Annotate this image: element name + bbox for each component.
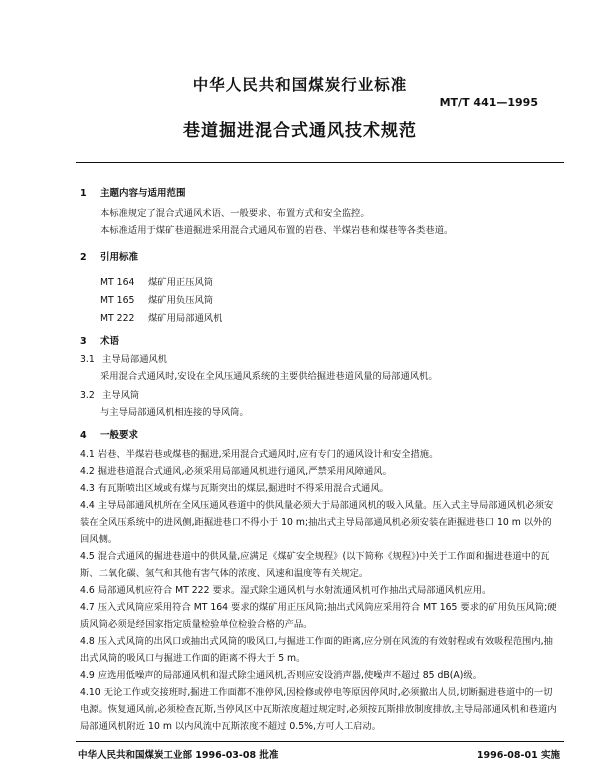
section-title: 主题内容与适用范围 — [100, 188, 186, 199]
term-number: 3.2 — [80, 390, 95, 401]
clause-number: 4.5 — [80, 551, 95, 562]
clause-number: 4.3 — [80, 483, 95, 494]
clause-text: 无论工作或交接班时,掘进工作面都不准停风,因检修或停电等原因停风时,必须撤出人员,切断掘进巷道中的一切电源。恢复通风前,必须检查瓦斯,当停风区中瓦斯浓度超过规定时,必须按瓦斯排放制度排放,主导局部通风机和巷道内局部通风机附近 10 m 以内风流中瓦斯浓度不超过 0.5%,方可人工启动。 — [80, 687, 557, 732]
approval-statement: 中华人民共和国煤炭工业部 1996-03-08 批准 — [78, 750, 279, 761]
clause-text: 岩巷、半煤岩巷或煤巷的掘进,采用混合式通风时,应有专门的通风设计和安全措施。 — [97, 449, 439, 460]
clause-text: 压入式风筒的出风口或抽出式风筒的吸风口,与掘进工作面的距离,应分别在风流的有效射程或有效吸程范围内,抽出式风筒的吸风口与掘进工作面的距离不得大于 5 m。 — [80, 636, 553, 664]
term-name: 主导风筒 — [102, 390, 140, 401]
clause-number: 4.1 — [80, 449, 95, 460]
implementation-date: 1996-08-01 实施 — [476, 750, 560, 761]
section-number: 1 — [80, 188, 87, 199]
term-number: 3.1 — [80, 354, 95, 365]
clause-4-2 — [80, 463, 560, 480]
clause-number: 4.4 — [80, 500, 95, 511]
term-3-1 — [80, 351, 167, 368]
reference-code: MT 165 — [100, 295, 135, 306]
term-3-2 — [80, 387, 139, 404]
term-name: 主导局部通风机 — [102, 354, 168, 365]
reference-name: 煤矿用负压风筒 — [148, 295, 214, 306]
section-number: 3 — [80, 336, 87, 347]
clause-number: 4.6 — [80, 585, 95, 596]
clause-4-9 — [80, 667, 560, 684]
reference-standard — [100, 274, 213, 288]
clause-text: 应选用低噪声的局部通风机和湿式除尘通风机,否则应安设消声器,使噪声不超过 85 dB(A)级。 — [97, 670, 482, 681]
footer-divider — [76, 741, 564, 742]
reference-standard — [100, 292, 213, 306]
clause-4-1 — [80, 446, 560, 463]
clause-text: 掘进巷道混合式通风,必须采用局部通风机进行通风,严禁采用风障通风。 — [97, 466, 392, 477]
section-title: 一般要求 — [100, 430, 139, 441]
section-1-paragraph-2: 本标准适用于煤矿巷道掘进采用混合式通风布置的岩巷、半煤岩巷和煤巷等各类巷道。 — [100, 225, 454, 236]
reference-code: MT 222 — [100, 313, 135, 324]
reference-name: 煤矿用正压风筒 — [148, 277, 214, 288]
clause-number: 4.10 — [80, 687, 101, 698]
section-2-heading — [80, 249, 138, 263]
document-title: 巷道掘进混合式通风技术规范 — [183, 121, 417, 141]
clause-4-7 — [80, 599, 560, 633]
reference-code: MT 164 — [100, 277, 135, 288]
issuing-org: 中华人民共和国煤炭行业标准 — [192, 76, 408, 94]
clause-text: 有瓦斯喷出区域或有煤与瓦斯突出的煤层,掘进时不得采用混合式通风。 — [97, 483, 389, 494]
reference-standard — [100, 310, 222, 324]
section-1-heading — [80, 185, 186, 199]
term-3-1-definition: 采用混合式通风时,安设在全风压通风系统的主要供给掘进巷道风量的局部通风机。 — [100, 371, 438, 382]
clause-text: 局部通风机应符合 MT 222 要求。湿式除尘通风机与水射流通风机可作抽出式局部通风机应用。 — [97, 585, 492, 596]
clause-number: 4.2 — [80, 466, 95, 477]
clause-number: 4.8 — [80, 636, 95, 647]
term-3-2-definition: 与主导局部通风机相连接的导风筒。 — [100, 407, 249, 418]
section-title: 引用标准 — [100, 252, 139, 263]
section-number: 2 — [80, 252, 87, 263]
clause-number: 4.7 — [80, 602, 95, 613]
clause-4-5 — [80, 548, 560, 582]
section-1-paragraph-1: 本标准规定了混合式通风术语、一般要求、布置方式和安全监控。 — [100, 208, 370, 219]
header-divider — [76, 162, 564, 163]
clause-text: 混合式通风的掘进巷道中的供风量,应满足《煤矿安全规程》(以下简称《规程》)中关于工作面和掘进巷道中的瓦斯、二氧化碳、氢气和其他有害气体的浓度、风速和温度等有关规定。 — [80, 551, 550, 579]
clause-text: 主导局部通风机所在全风压通风巷道中的供风量必须大于局部通风机的吸入风量。压入式主导局部通风机必须安装在全风压系统中的进风侧,距掘进巷口不得小于 10 m;抽出式主导局部通风机必须安装在距掘进巷口 10 m 以外的回风侧。 — [80, 500, 554, 545]
reference-name: 煤矿用局部通风机 — [148, 313, 223, 324]
clause-4-4 — [80, 497, 560, 548]
standard-code: MT/T 441—1995 — [439, 96, 538, 109]
clause-number: 4.9 — [80, 670, 95, 681]
clause-text: 压入式风筒应采用符合 MT 164 要求的煤矿用正压风筒;抽出式风筒应采用符合 MT 165 要求的矿用负压风筒;硬质风筒必须是经国家指定质量检验单位检验合格的产品。 — [80, 602, 557, 630]
clause-4-3 — [80, 480, 560, 497]
clause-4-10 — [80, 684, 560, 735]
section-4-heading — [80, 427, 138, 441]
clause-4-6 — [80, 582, 560, 599]
section-title: 术语 — [100, 336, 120, 347]
section-number: 4 — [80, 430, 87, 441]
section-3-heading — [80, 333, 119, 347]
clause-4-8 — [80, 633, 560, 667]
